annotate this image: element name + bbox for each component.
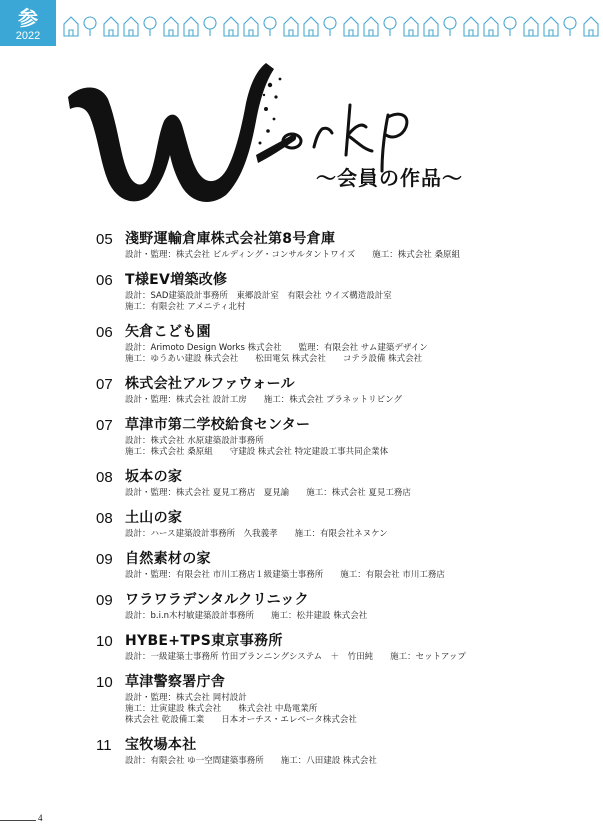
work-entry [96,373,596,406]
work-credit-line: 施工：辻寅建設 株式会社 株式会社 中島電業所 [125,704,318,714]
work-page-number: 09 [96,592,113,609]
work-credit-line: 設計：SAD建築設計事務所 東郷設計室 有限会社 ウイズ構造設計室 [125,291,392,301]
work-credit-line: 設計：有限会社 ゆ一空間建築事務所 施工：八田建設 株式会社 [125,756,377,766]
work-credit-line: 設計・監理：株式会社 岡村設計 [125,693,247,703]
work-credit-line: 設計・監理：株式会社 ビルディング・コンサルタントワイズ 施工：株式会社 桑原組 [125,250,460,260]
work-credit-line: 設計・監理：株式会社 夏見工務店 夏見諭 施工：株式会社 夏見工務店 [125,488,411,498]
work-page-number: 08 [96,469,113,486]
work-title: 坂本の家 [125,469,183,485]
work-credit-line: 施工：ゆうあい建設 株式会社 松田電気 株式会社 コテラ設備 株式会社 [125,354,423,364]
work-credit-line: 設計・監理：株式会社 設計工房 施工：株式会社 プラネットリビング [125,395,402,405]
work-body [125,466,596,499]
work-page-number: 06 [96,324,113,341]
page-subtitle: 〜会員の作品〜 [316,166,463,190]
work-page-number: 07 [96,376,113,393]
work-page-number: 11 [96,737,112,754]
work-entry [96,228,596,261]
work-credit-line: 設計：一級建築士事務所 竹田プランニングシステム ＋ 竹田純 施工：セットアップ [125,652,466,662]
work-credit-line: 設計：Arimoto Design Works 株式会社 監理：有限会社 サム建築デザイン [125,343,428,353]
work-page-number: 07 [96,417,113,434]
work-title: 宝牧場本社 [125,737,197,753]
work-entry [96,734,596,767]
work-credit-line: 設計：ハース建築設計事務所 久我義孝 施工：有限会社ネヌケン [125,529,388,539]
work-page-number: 10 [96,633,113,650]
header-houses-trees-decoration [60,14,600,38]
work-body [125,630,596,663]
work-page-number: 05 [96,231,113,248]
work-entry [96,507,596,540]
work-entry [96,414,596,458]
work-body [125,321,596,365]
work-body [125,414,596,458]
work-entry [96,466,596,499]
work-page-number: 08 [96,510,113,527]
work-credit-line: 設計：株式会社 水原建築設計事務所 [125,436,264,446]
work-body [125,228,596,261]
work-title: 土山の家 [125,510,183,526]
work-entry [96,671,596,726]
work-entry [96,548,596,581]
work-page-number: 09 [96,551,113,568]
work-page-number: 10 [96,674,113,691]
badge-logo-mark: 参 [18,6,38,30]
footer-rule [0,820,36,821]
work-title: 自然素材の家 [125,551,211,567]
work-title: ワラワラデンタルクリニック [125,592,309,608]
work-title: 株式会社アルファウォール [125,376,295,392]
work-credit-line: 施工：有限会社 アメニティ北村 [125,302,246,312]
work-body [125,269,596,313]
work-title: 草津市第二学校給食センター [125,417,311,433]
work-entry [96,269,596,313]
badge-year: 2022 [15,30,41,42]
work-body [125,671,596,726]
work-body [125,589,596,622]
work-body [125,734,596,767]
work-title: HYBE+TPS東京事務所 [125,633,283,649]
page-number: 4 [38,813,43,823]
year-badge [0,0,56,46]
work-title: 淺野運輸倉庫株式会社第8号倉庫 [125,231,336,247]
work-body [125,507,596,540]
work-body [125,548,596,581]
work-credit-line: 設計：b.i.n木村敏建築設計事務所 施工：松井建設 株式会社 [125,611,368,621]
works-list [96,228,596,775]
work-title: 草津警察署庁舎 [125,674,226,690]
work-credit-line: 株式会社 乾設備工業 日本オーチス・エレベータ株式会社 [125,715,357,725]
work-credit-line: 設計・監理：有限会社 市川工務店１級建築士事務所 施工：有限会社 市川工務店 [125,570,445,580]
work-page-number: 06 [96,272,113,289]
work-entry [96,321,596,365]
work-body [125,373,596,406]
work-entry [96,589,596,622]
work-credit-line: 施工：株式会社 桑原組 守建設 株式会社 特定建設工事共同企業体 [125,447,389,457]
work-title: T様EV増築改修 [125,272,228,288]
work-title: 矢倉こども園 [125,324,211,340]
work-entry [96,630,596,663]
